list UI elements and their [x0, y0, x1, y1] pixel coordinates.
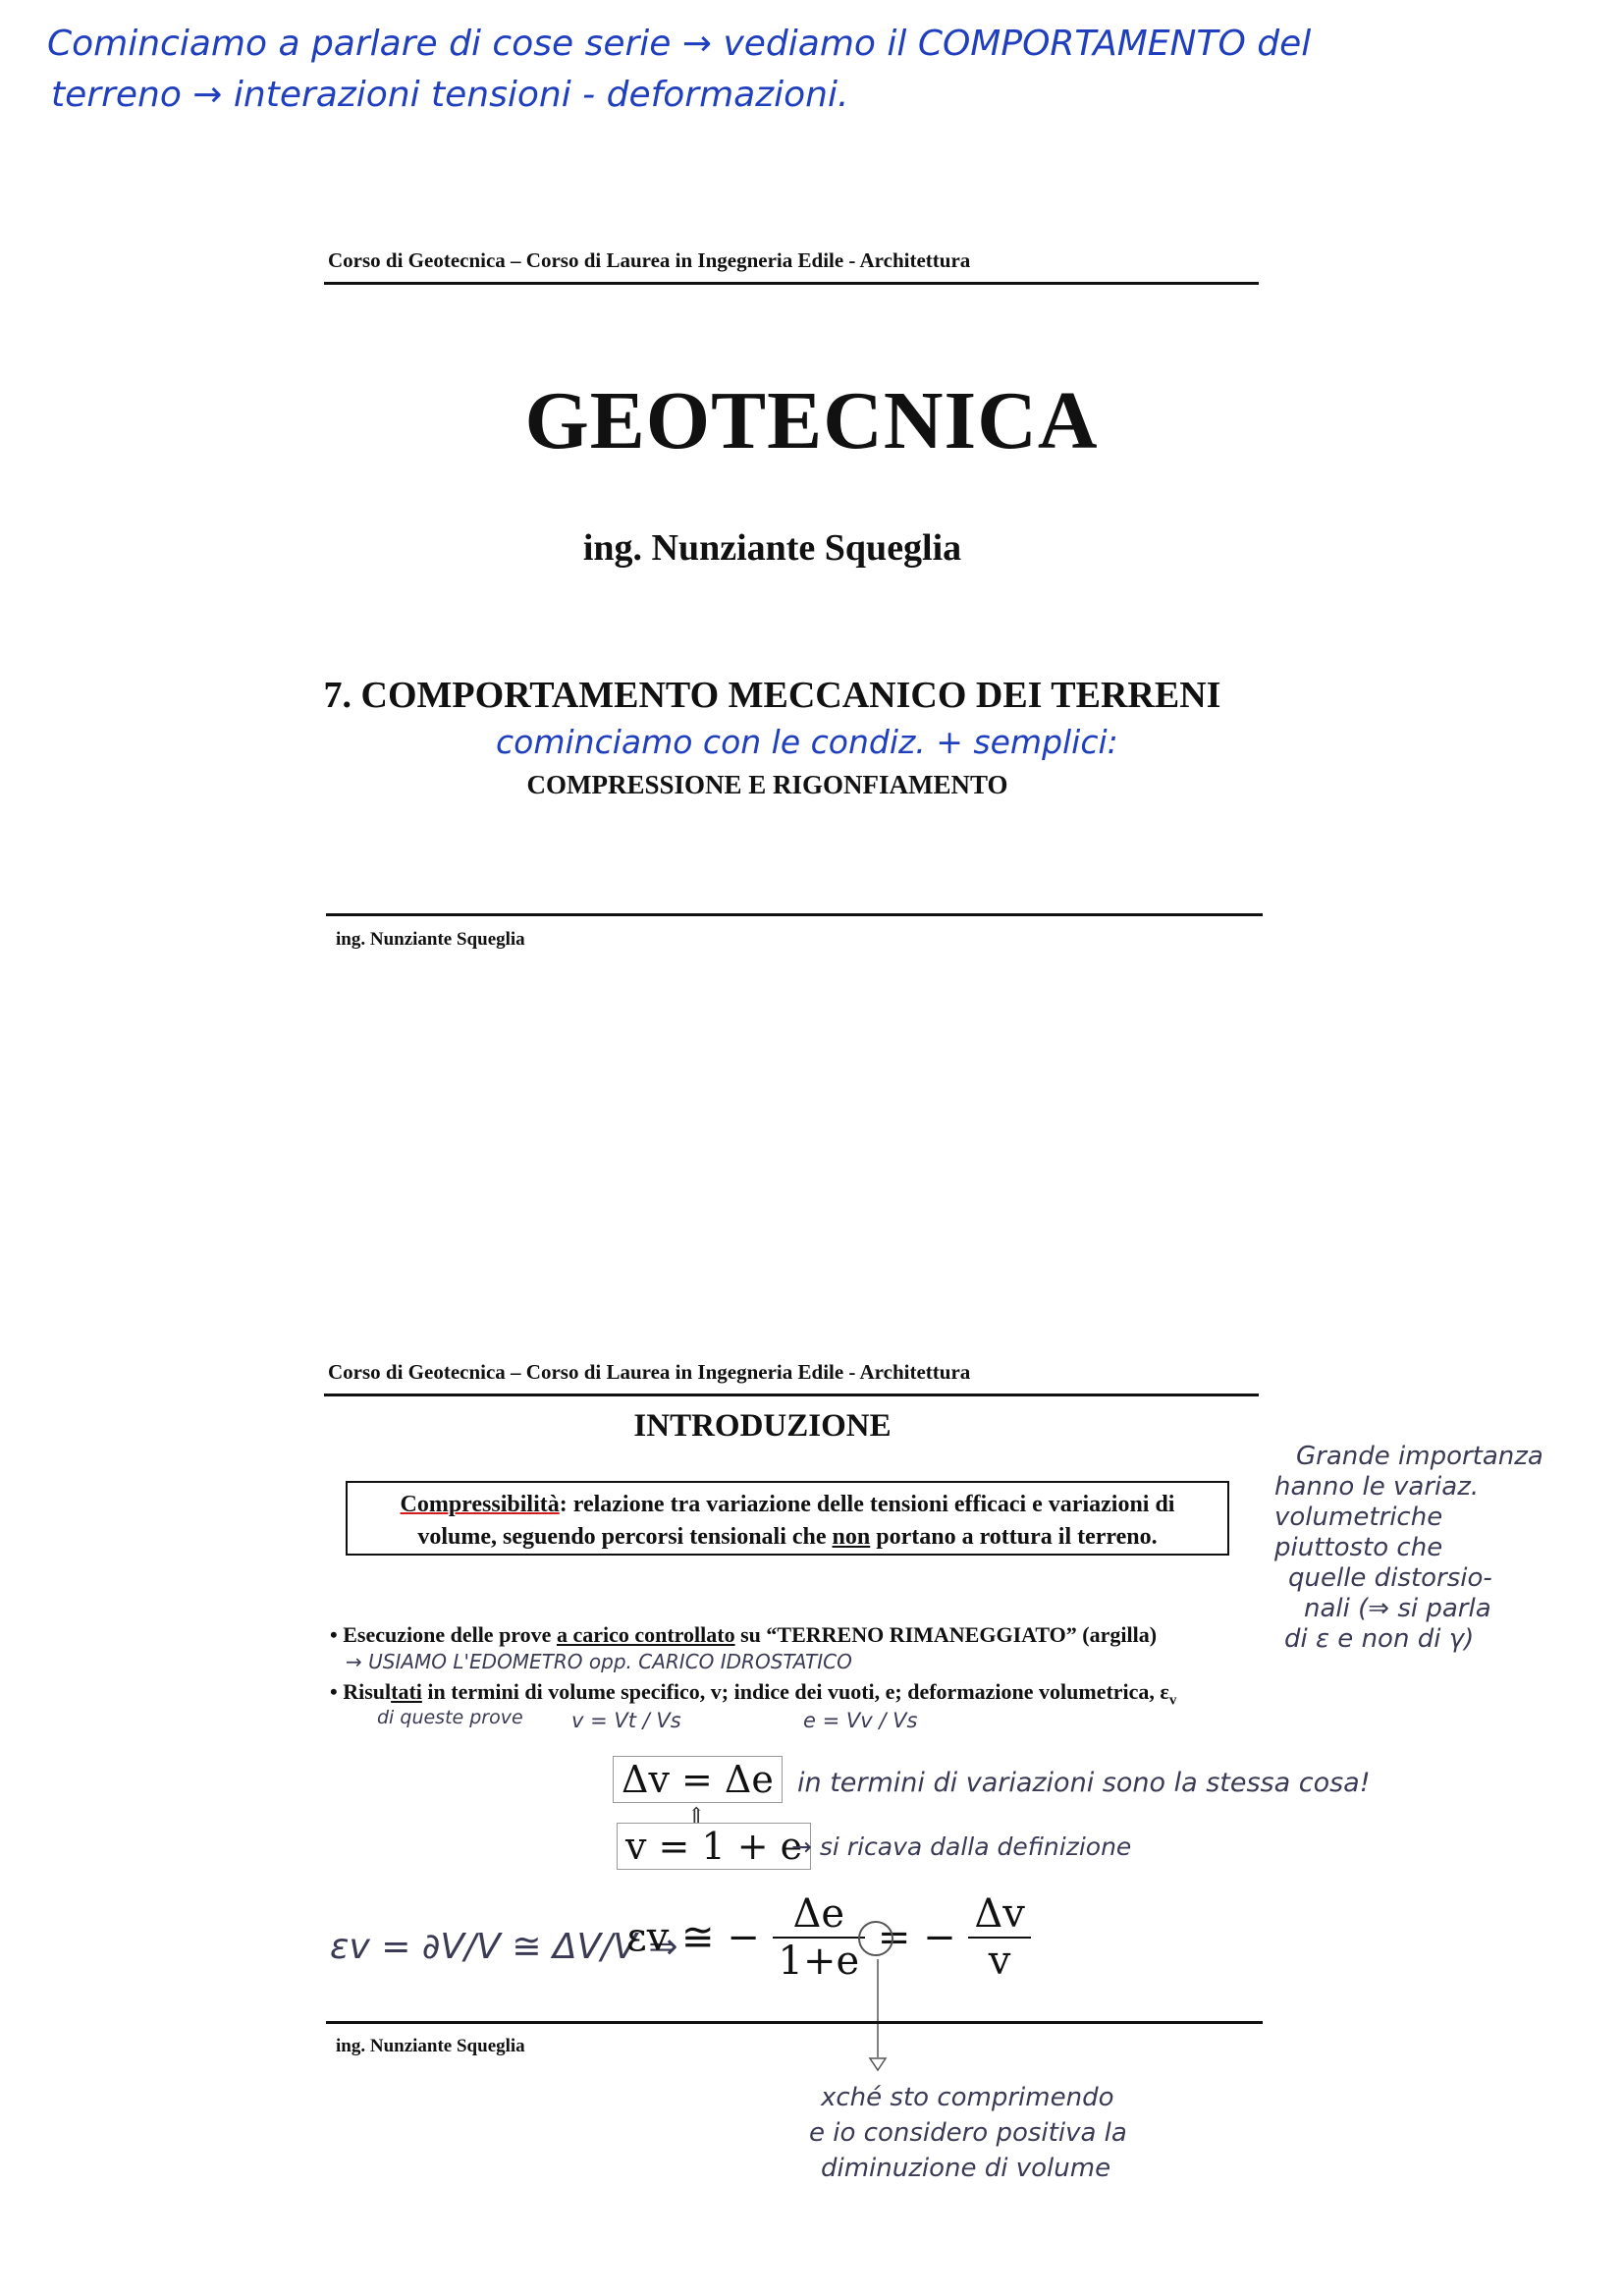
- slide1-chapter-title: 7. COMPORTAMENTO MECCANICO DEI TERRENI: [323, 675, 1221, 716]
- slide1-handwritten-note: cominciamo con le condiz. + semplici:: [496, 723, 1118, 761]
- volumetric-strain-equation: [626, 1891, 1031, 1984]
- definition-text-3: portano a rottura il terreno.: [870, 1524, 1158, 1550]
- side-note-line: volumetriche: [1274, 1503, 1443, 1532]
- eq-mid: = −: [877, 1915, 956, 1960]
- eq-den-v: v: [988, 1939, 1011, 1984]
- definition-v-handwritten: v = Vt / Vs: [571, 1709, 681, 1732]
- eq-fraction-de: [773, 1891, 866, 1984]
- bullet2-suffix: in termini di volume specifico, v; indice dei vuoti, e; deformazione volumetrica, ε: [421, 1679, 1169, 1704]
- slide2-header-rule: [324, 1394, 1259, 1396]
- slide2-footer: ing. Nunziante Squeglia: [336, 2036, 525, 2056]
- definition-text-non: non: [832, 1524, 871, 1550]
- up-arrow-icon: ⇑: [687, 1803, 706, 1828]
- minus-circle-icon: [859, 1922, 893, 1955]
- bullet2-subscript: v: [1168, 1692, 1177, 1709]
- definition-e-handwritten: e = Vv / Vs: [803, 1709, 918, 1732]
- bullet2-handwritten-note: di queste prove: [377, 1707, 523, 1728]
- side-note-line: hanno le variaz.: [1274, 1472, 1480, 1502]
- side-note-line: di ε e non di γ): [1284, 1624, 1475, 1654]
- bullet-results: [330, 1679, 1176, 1709]
- formula2-handwritten-note: → si ricava dalla definizione: [791, 1832, 1132, 1861]
- eq-num-de: Δe: [773, 1891, 866, 1939]
- bullet-load-controlled-tests: [330, 1622, 1157, 1648]
- bullet1-suffix: su “TERRENO RIMANEGGIATO” (argilla): [734, 1622, 1158, 1647]
- eq-den-1pe: 1+e: [778, 1939, 860, 1984]
- side-note: [1274, 1442, 1543, 1655]
- slide1-header: Corso di Geotecnica – Corso di Laurea in Ingegneria Edile - Architettura: [328, 248, 971, 272]
- slide1-subchapter: COMPRESSIONE E RIGONFIAMENTO: [526, 770, 1008, 799]
- definition-text-2: volume, seguendo percorsi tensionali che: [417, 1524, 833, 1550]
- top-handwritten-note-line1: Cominciamo a parlare di cose serie → vediamo il COMPORTAMENTO del: [47, 24, 1312, 64]
- side-note-line: piuttosto che: [1274, 1533, 1443, 1562]
- bullet1-prefix: • Esecuzione delle prove: [330, 1622, 557, 1647]
- bullet2-prefix: • Risul: [330, 1679, 392, 1704]
- slide1-header-rule: [324, 282, 1259, 285]
- slide2-title: INTRODUZIONE: [633, 1408, 892, 1444]
- minus-sign-annotation: [854, 1915, 913, 2082]
- formula1-handwritten-note: in termini di variazioni sono la stessa cosa!: [797, 1768, 1371, 1798]
- eq-num-dv: Δv: [968, 1891, 1030, 1939]
- bullet1-handwritten-note: → USIAMO L'EDOMETRO opp. CARICO IDROSTATICO: [346, 1650, 852, 1673]
- slide2-header: Corso di Geotecnica – Corso di Laurea in Ingegneria Edile - Architettura: [328, 1360, 971, 1384]
- compressibility-definition-box: [346, 1481, 1229, 1556]
- down-arrow-icon: [870, 2058, 886, 2070]
- side-note-line: Grande importanza: [1296, 1442, 1543, 1471]
- formula-dv-equals-de: Δv = Δe: [613, 1756, 783, 1803]
- handwritten-strain-equation: εv = ∂V/V ≅ ΔV/V ⇒: [330, 1927, 678, 1967]
- bottom-note-line: e io considero positiva la: [809, 2118, 1127, 2148]
- slide1-main-title: GEOTECNICA: [524, 375, 1099, 466]
- slide1-author: ing. Nunziante Squeglia: [582, 527, 962, 569]
- bottom-note-line: xché sto comprimendo: [821, 2083, 1114, 2112]
- formula-v-equals-1-plus-e: v = 1 + e: [617, 1823, 811, 1870]
- eq-fraction-dv: [968, 1891, 1030, 1984]
- side-note-line: nali (⇒ si parla: [1304, 1594, 1491, 1623]
- bottom-note-line: diminuzione di volume: [821, 2154, 1111, 2183]
- slide1-footer: ing. Nunziante Squeglia: [336, 929, 525, 950]
- definition-term: Compressibilità: [400, 1492, 560, 1517]
- slide1-footer-rule: [326, 913, 1263, 916]
- bottom-handwritten-note: [809, 2080, 1127, 2186]
- side-note-line: quelle distorsio-: [1288, 1563, 1492, 1593]
- definition-text-1: : relazione tra variazione delle tensioni efficaci e variazioni di: [559, 1492, 1175, 1517]
- top-handwritten-note-line2: terreno → interazioni tensioni - deformazioni.: [51, 75, 849, 115]
- eq-lhs: εv ≅ −: [626, 1915, 760, 1960]
- bullet1-underlined: a carico controllato: [556, 1622, 735, 1647]
- bullet2-underlined: tati: [391, 1679, 422, 1704]
- slide2-footer-rule: [326, 2021, 1263, 2024]
